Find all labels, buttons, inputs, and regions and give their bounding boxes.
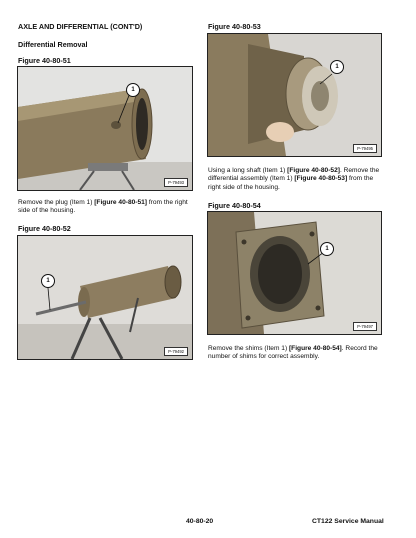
manual-title: CT122 Service Manual	[312, 518, 384, 525]
figure-label-54: Figure 40-80-54	[208, 201, 261, 210]
figure-label-51: Figure 40-80-51	[18, 56, 71, 65]
callout-1-badge: 1	[330, 60, 344, 74]
photo-code: P-79493	[164, 178, 188, 187]
long-shaft-photo	[18, 236, 192, 359]
axle-housing-photo	[18, 67, 192, 190]
callout-1-badge: 1	[126, 83, 140, 97]
callout-1-badge: 1	[41, 274, 55, 288]
photo-code: P-79497	[353, 322, 377, 331]
paragraph-long-shaft: Using a long shaft (Item 1) [Figure 40-80-52]. Remove the differential assembly (Item 1) [Figure 40-80-53] from the right side of the housing.	[208, 167, 380, 191]
paragraph-remove-shims: Remove the shims (Item 1) [Figure 40-80-54]. Record the number of shims for correct assembly.	[208, 345, 378, 361]
callout-1-badge: 1	[320, 242, 334, 256]
figure-photo-52	[17, 235, 193, 360]
differential-assembly-photo	[208, 34, 381, 156]
photo-code: P-79492	[164, 347, 188, 356]
figure-label-52: Figure 40-80-52	[18, 224, 71, 233]
figure-photo-51	[17, 66, 193, 191]
figure-label-53: Figure 40-80-53	[208, 22, 261, 31]
section-title: Differential Removal	[18, 40, 88, 49]
figure-photo-53	[207, 33, 382, 157]
page-number: 40-80-20	[186, 518, 214, 525]
housing-shims-photo	[208, 212, 381, 334]
page-title: AXLE AND DIFFERENTIAL (CONT'D)	[18, 22, 143, 31]
figure-photo-54	[207, 211, 382, 335]
photo-code: P-79495	[353, 144, 377, 153]
paragraph-remove-plug: Remove the plug (Item 1) [Figure 40-80-51] from the right side of the housing.	[18, 199, 188, 215]
